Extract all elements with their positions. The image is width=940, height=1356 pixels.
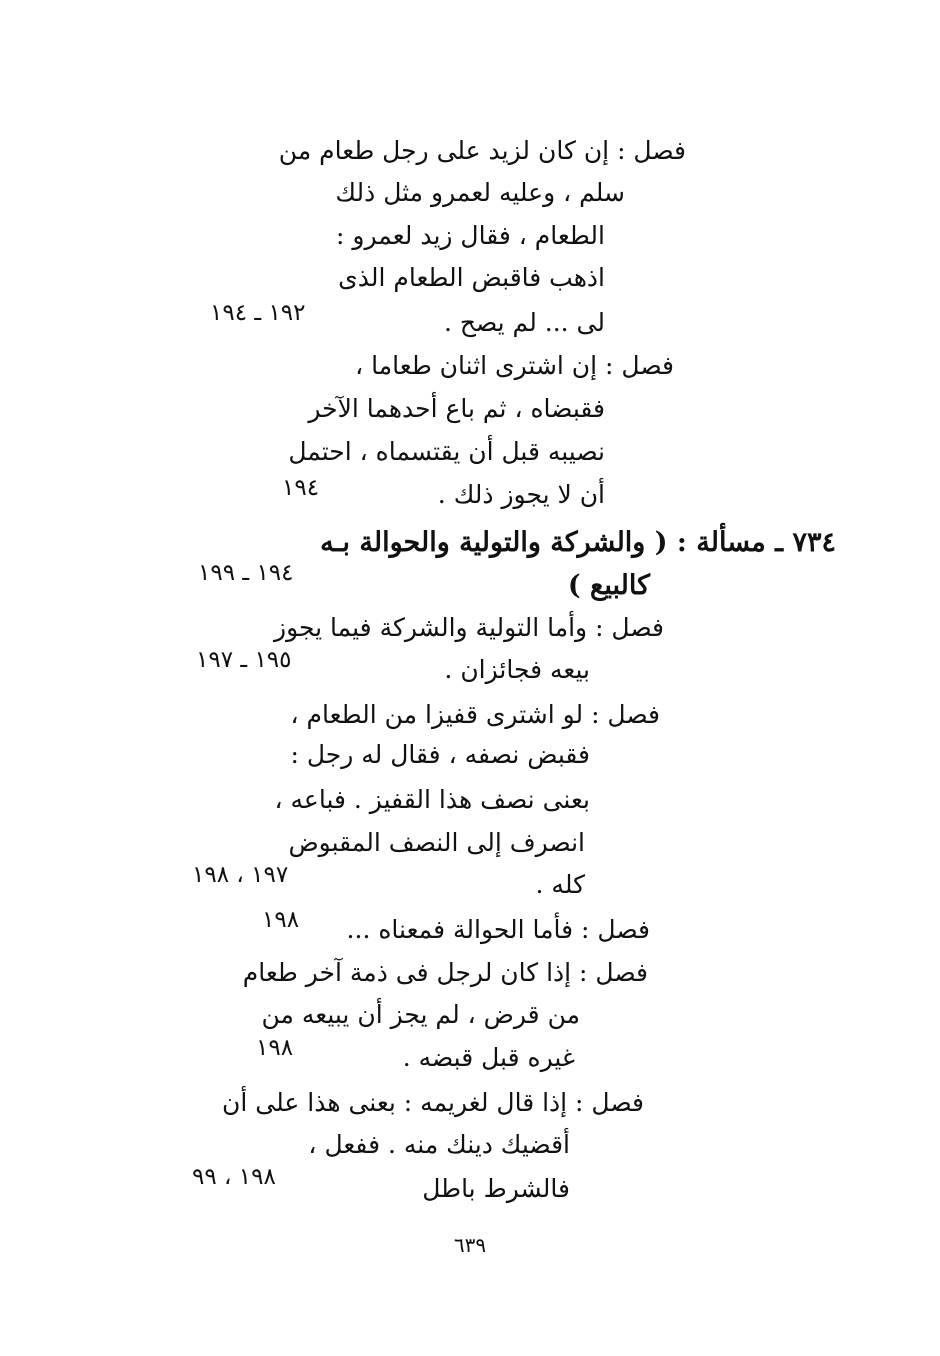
text-line: فصل : فأما الحوالة فمعناه ...: [346, 915, 650, 944]
text-line: فقبض نصفه ، فقال له رجل :: [290, 740, 590, 769]
text-line: غيره قبل قبضه .: [402, 1043, 575, 1072]
page-reference: ١٩٧ ، ١٩٨: [192, 862, 289, 888]
page-reference: ١٩٤ ـ ١٩٩: [198, 560, 294, 586]
page-reference: ١٩٨ ، ٩٩: [192, 1164, 276, 1190]
text-line: سلم ، وعليه لعمرو مثل ذلك: [335, 178, 625, 207]
text-line: بيعه فجائزان .: [444, 655, 590, 684]
text-line: اذهب فاقبض الطعام الذى: [338, 263, 605, 292]
text-line: فصل : إن اشترى اثنان طعاما ،: [355, 351, 674, 380]
section-heading-continuation: كالبيع ): [567, 570, 650, 601]
text-line: فصل : إذا قال لغريمه : بعنى هذا على أن: [222, 1088, 644, 1117]
text-line: كله .: [535, 870, 585, 899]
text-line: لى ... لم يصح .: [443, 308, 605, 337]
text-line: بعنى نصف هذا القفيز . فباعه ،: [274, 785, 590, 814]
text-line: نصيبه قبل أن يقتسماه ، احتمل: [288, 437, 605, 466]
section-heading: ٧٣٤ ـ مسألة : ( والشركة والتولية والحوالة بـه: [320, 527, 836, 558]
page-reference: ١٩٨: [256, 1035, 294, 1061]
page-number: ٦٣٩: [453, 1233, 487, 1257]
page-reference: ١٩٥ ـ ١٩٧: [196, 647, 292, 673]
page-reference: ١٩٤: [282, 475, 320, 501]
text-line: فقبضاه ، ثم باع أحدهما الآخر: [308, 394, 605, 423]
page-reference: ١٩٨: [262, 907, 300, 933]
text-line: انصرف إلى النصف المقبوض: [288, 828, 585, 857]
text-line: أن لا يجوز ذلك .: [437, 480, 605, 509]
text-line: أقضيك دينك منه . ففعل ،: [308, 1130, 570, 1159]
text-line: فصل : لو اشترى قفيزا من الطعام ،: [290, 700, 660, 729]
page-reference: ١٩٢ ـ ١٩٤: [210, 300, 306, 326]
text-line: فصل : وأما التولية والشركة فيما يجوز: [274, 613, 664, 642]
text-line: من قرض ، لم يجز أن يبيعه من: [261, 1000, 580, 1029]
text-line: فالشرط باطل: [422, 1174, 570, 1203]
text-line: فصل : إن كان لزيد على رجل طعام من: [278, 136, 686, 165]
text-line: فصل : إذا كان لرجل فى ذمة آخر طعام: [242, 958, 648, 987]
text-line: الطعام ، فقال زيد لعمرو :: [336, 221, 605, 250]
